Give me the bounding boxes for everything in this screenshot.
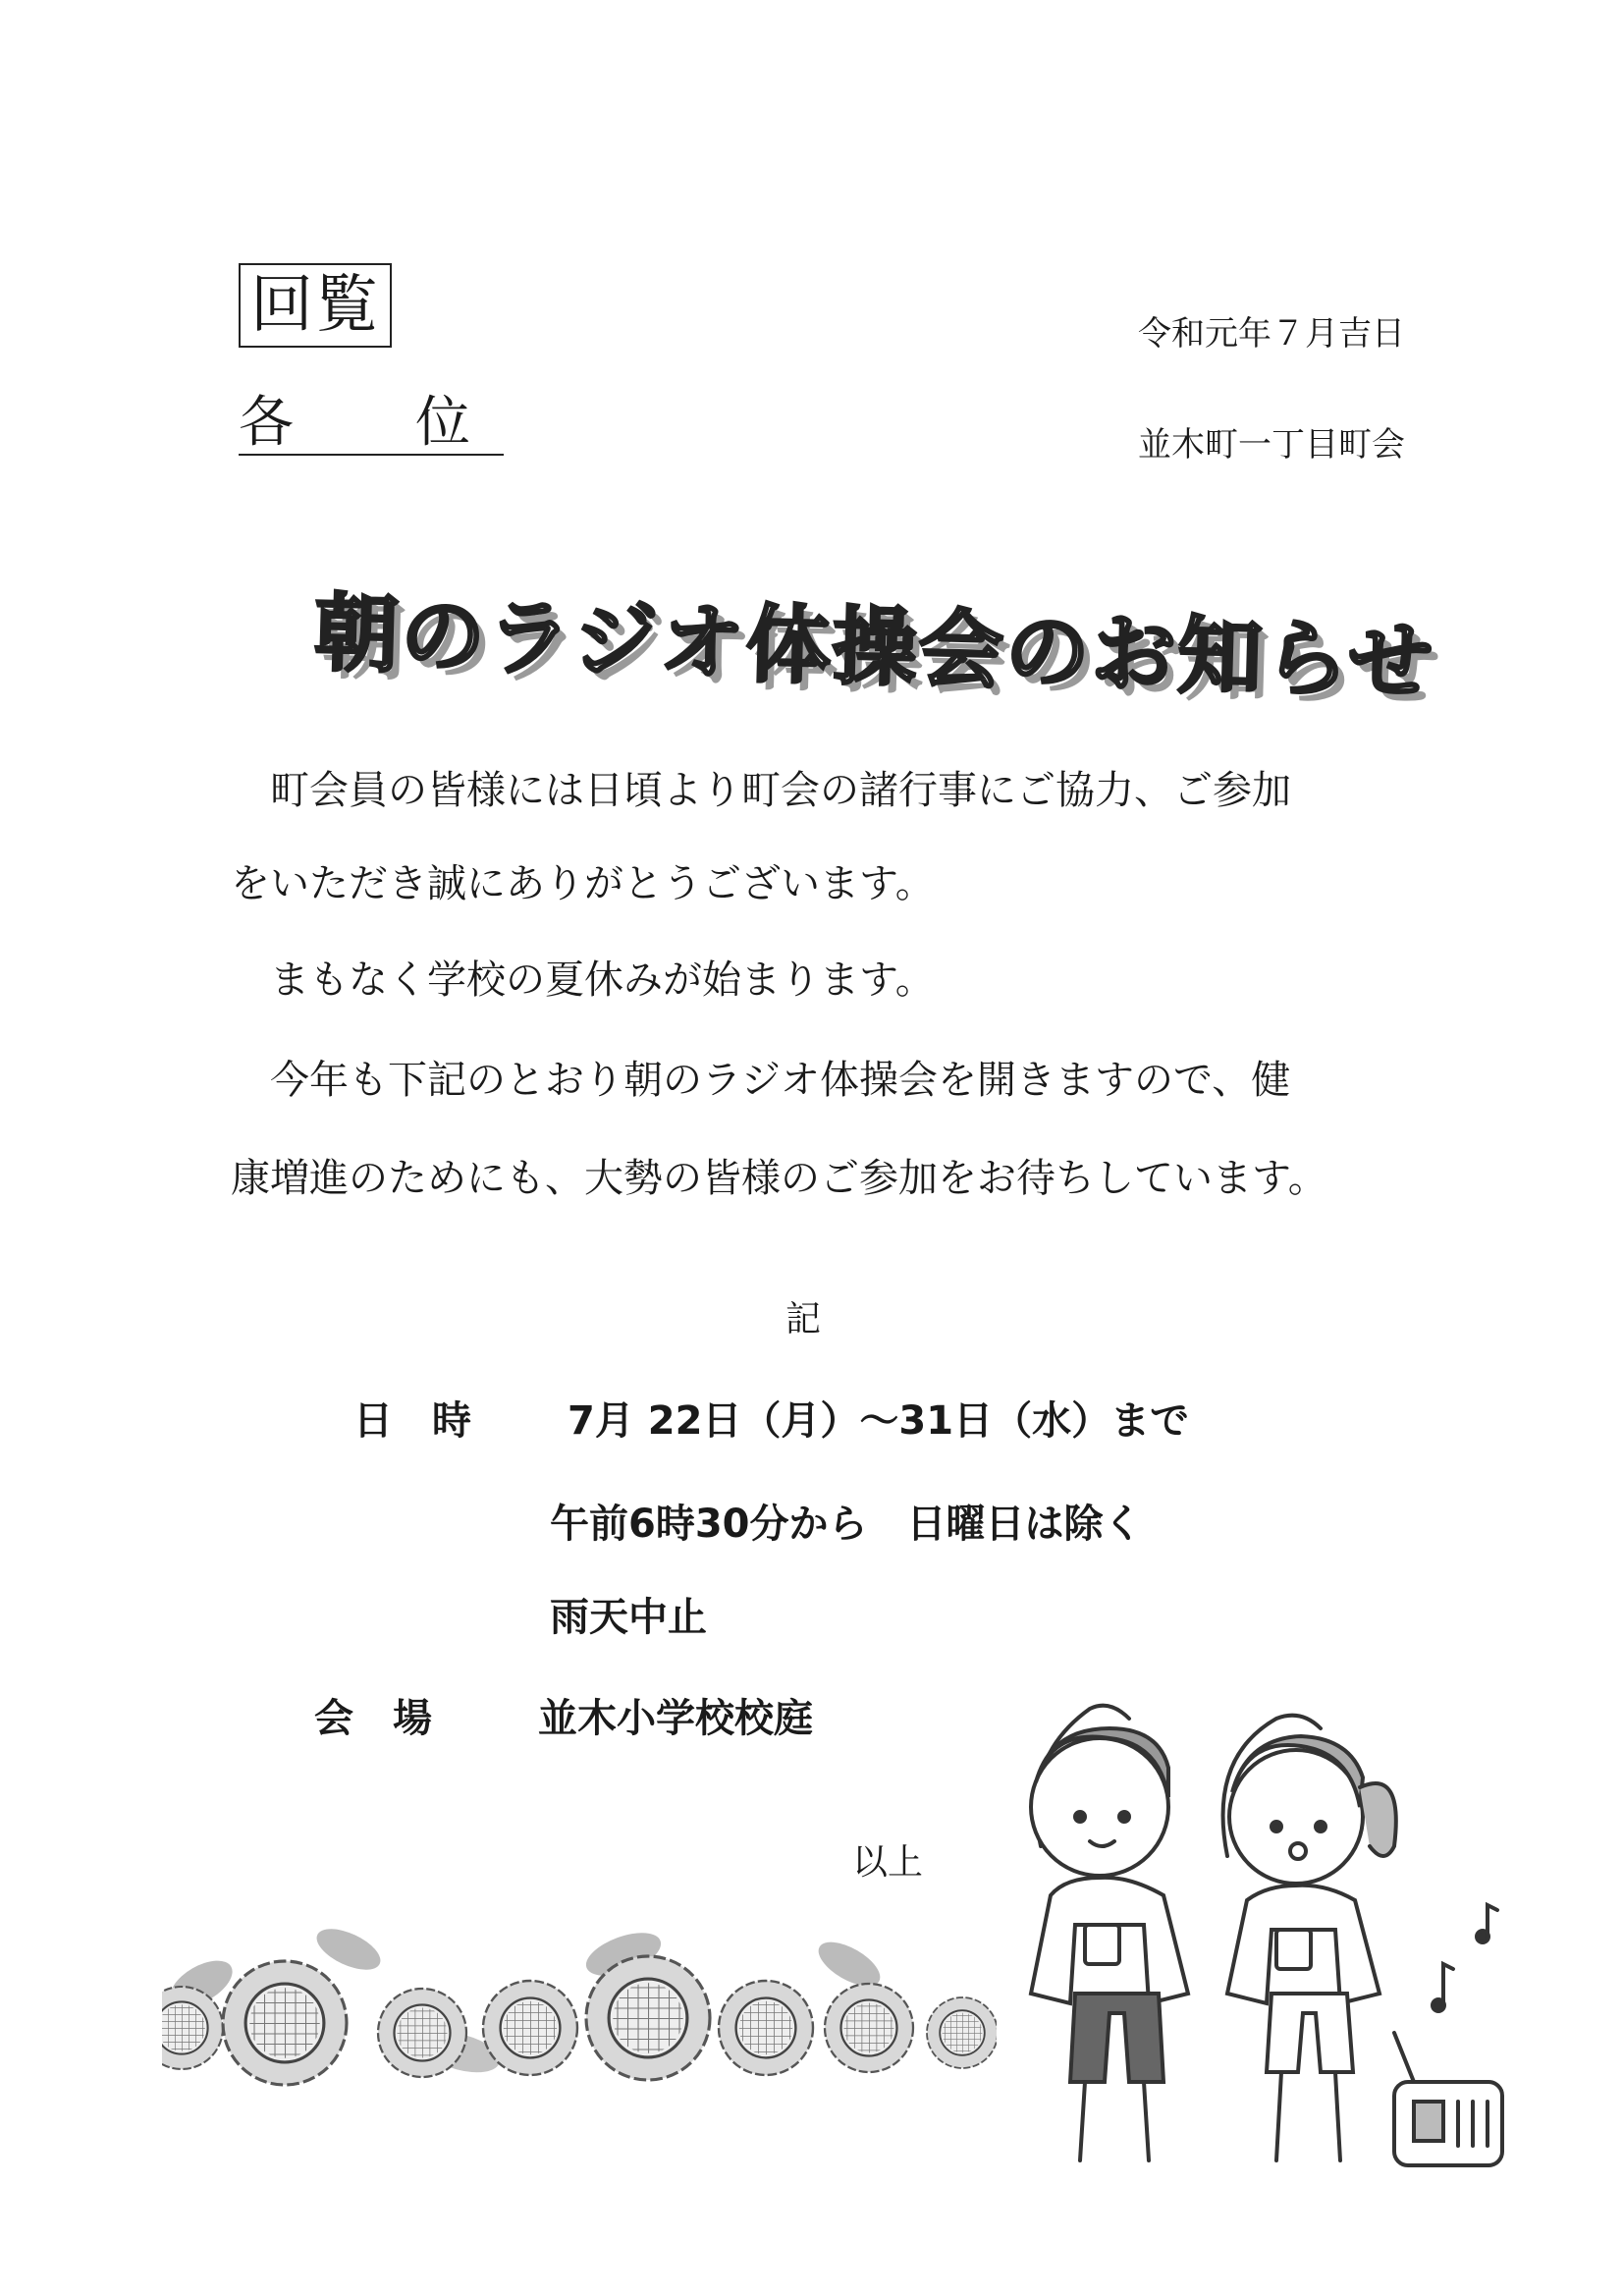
body-line-3: まもなく学校の夏休みが始まります。 [231, 957, 935, 1003]
addressee: 各 位 [239, 391, 504, 455]
issue-date: 令和元年７月吉日 [1138, 314, 1405, 354]
children-exercise-illustration [982, 1669, 1532, 2180]
datetime-label: 日 時 [353, 1398, 471, 1444]
sunflower-illustration [162, 1925, 997, 2092]
datetime-value-3: 雨天中止 [550, 1595, 707, 1640]
datetime-value-1: 7月 22日（月）～31日（水）まで [568, 1398, 1190, 1444]
body-line-2: をいただき誠にありがとうございます。 [231, 861, 935, 906]
datetime-value-2: 午前6時30分から 日曜日は除く [550, 1502, 1143, 1547]
body-line-1: 町会員の皆様には日頃より町会の諸行事にご協力、ご参加 [231, 768, 1291, 813]
organization-name: 並木町一丁目町会 [1138, 425, 1405, 465]
body-line-4: 今年も下記のとおり朝のラジオ体操会を開きますので、健 [231, 1058, 1291, 1103]
body-line-5: 康増進のためにも、大勢の皆様のご参加をお待ちしています。 [231, 1156, 1327, 1201]
venue-value: 並木小学校校庭 [538, 1696, 813, 1741]
ki-marker: 記 [785, 1299, 822, 1339]
page-title: 朝のラジオ体操会のお知らせ [312, 584, 1436, 712]
closing-mark: 以上 [852, 1842, 924, 1883]
kairan-stamp: 回覧 [239, 263, 392, 348]
venue-label: 会 場 [314, 1696, 432, 1741]
